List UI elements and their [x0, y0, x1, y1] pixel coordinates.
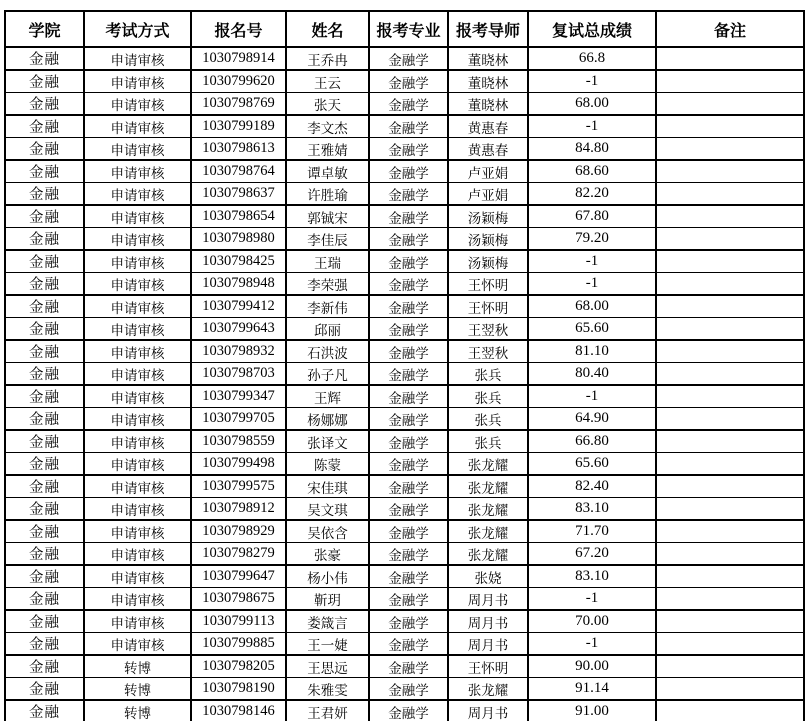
cell-retest-total-score: 66.8	[528, 47, 656, 70]
cell-retest-total-score: 82.40	[528, 475, 656, 498]
cell-registration-number: 1030798948	[191, 273, 286, 296]
cell-advisor: 董晓林	[448, 47, 528, 70]
cell-exam-method: 转博	[84, 655, 191, 678]
cell-advisor: 王翌秋	[448, 340, 528, 363]
cell-exam-method: 申请审核	[84, 273, 191, 296]
cell-major: 金融学	[369, 408, 448, 431]
cell-college: 金融	[5, 385, 84, 408]
cell-registration-number: 1030798637	[191, 183, 286, 206]
cell-name: 王一婕	[286, 633, 369, 656]
cell-advisor: 周月书	[448, 700, 528, 721]
cell-exam-method: 申请审核	[84, 115, 191, 138]
table-row	[5, 453, 804, 476]
table-row	[5, 543, 804, 566]
cell-advisor: 张龙耀	[448, 520, 528, 543]
cell-retest-total-score: 65.60	[528, 318, 656, 341]
cell-advisor: 王怀明	[448, 295, 528, 318]
cell-college: 金融	[5, 498, 84, 521]
cell-college: 金融	[5, 543, 84, 566]
cell-exam-method: 申请审核	[84, 47, 191, 70]
column-header-advisor: 报考导师	[448, 11, 528, 47]
cell-exam-method: 申请审核	[84, 228, 191, 251]
cell-advisor: 张兵	[448, 363, 528, 386]
cell-registration-number: 1030798613	[191, 138, 286, 161]
cell-name: 宋佳琪	[286, 475, 369, 498]
cell-exam-method: 申请审核	[84, 160, 191, 183]
cell-exam-method: 申请审核	[84, 363, 191, 386]
cell-advisor: 张龙耀	[448, 453, 528, 476]
cell-retest-total-score: 82.20	[528, 183, 656, 206]
cell-exam-method: 申请审核	[84, 250, 191, 273]
cell-exam-method: 申请审核	[84, 70, 191, 93]
cell-name: 吴依含	[286, 520, 369, 543]
cell-advisor: 黄惠春	[448, 115, 528, 138]
cell-retest-total-score: 91.00	[528, 700, 656, 721]
cell-name: 李新伟	[286, 295, 369, 318]
cell-exam-method: 申请审核	[84, 610, 191, 633]
cell-remarks	[656, 250, 804, 273]
cell-remarks	[656, 678, 804, 701]
cell-retest-total-score: 68.60	[528, 160, 656, 183]
cell-name: 张天	[286, 93, 369, 116]
table-row	[5, 250, 804, 273]
cell-remarks	[656, 453, 804, 476]
cell-college: 金融	[5, 228, 84, 251]
cell-major: 金融学	[369, 655, 448, 678]
cell-remarks	[656, 543, 804, 566]
cell-advisor: 张龙耀	[448, 498, 528, 521]
cell-retest-total-score: -1	[528, 633, 656, 656]
cell-exam-method: 申请审核	[84, 408, 191, 431]
cell-remarks	[656, 610, 804, 633]
cell-advisor: 张兵	[448, 408, 528, 431]
cell-advisor: 张兵	[448, 430, 528, 453]
cell-advisor: 汤颖梅	[448, 228, 528, 251]
cell-major: 金融学	[369, 678, 448, 701]
cell-college: 金融	[5, 700, 84, 721]
table-row	[5, 115, 804, 138]
cell-remarks	[656, 93, 804, 116]
cell-retest-total-score: 65.60	[528, 453, 656, 476]
cell-retest-total-score: 67.20	[528, 543, 656, 566]
cell-advisor: 周月书	[448, 610, 528, 633]
cell-remarks	[656, 340, 804, 363]
cell-retest-total-score: 83.10	[528, 565, 656, 588]
cell-major: 金融学	[369, 228, 448, 251]
table-row	[5, 678, 804, 701]
cell-remarks	[656, 498, 804, 521]
cell-major: 金融学	[369, 543, 448, 566]
cell-name: 靳玥	[286, 588, 369, 611]
cell-name: 郭铖宋	[286, 205, 369, 228]
cell-registration-number: 1030799620	[191, 70, 286, 93]
cell-major: 金融学	[369, 205, 448, 228]
cell-exam-method: 申请审核	[84, 430, 191, 453]
cell-college: 金融	[5, 475, 84, 498]
cell-exam-method: 申请审核	[84, 520, 191, 543]
cell-advisor: 张龙耀	[448, 678, 528, 701]
column-header-major: 报考专业	[369, 11, 448, 47]
table-row	[5, 655, 804, 678]
cell-exam-method: 申请审核	[84, 588, 191, 611]
cell-advisor: 汤颖梅	[448, 205, 528, 228]
cell-major: 金融学	[369, 475, 448, 498]
cell-exam-method: 申请审核	[84, 183, 191, 206]
table-row	[5, 160, 804, 183]
cell-registration-number: 1030799412	[191, 295, 286, 318]
cell-advisor: 王翌秋	[448, 318, 528, 341]
cell-retest-total-score: 81.10	[528, 340, 656, 363]
table-row	[5, 700, 804, 721]
cell-major: 金融学	[369, 70, 448, 93]
cell-remarks	[656, 70, 804, 93]
cell-remarks	[656, 565, 804, 588]
cell-advisor: 王怀明	[448, 655, 528, 678]
cell-exam-method: 申请审核	[84, 205, 191, 228]
cell-registration-number: 1030799643	[191, 318, 286, 341]
cell-major: 金融学	[369, 47, 448, 70]
cell-major: 金融学	[369, 93, 448, 116]
cell-exam-method: 申请审核	[84, 385, 191, 408]
cell-exam-method: 申请审核	[84, 543, 191, 566]
cell-major: 金融学	[369, 565, 448, 588]
cell-advisor: 董晓林	[448, 93, 528, 116]
cell-college: 金融	[5, 453, 84, 476]
table-row	[5, 70, 804, 93]
cell-college: 金融	[5, 633, 84, 656]
cell-advisor: 张娆	[448, 565, 528, 588]
column-header-exam-method: 考试方式	[84, 11, 191, 47]
cell-major: 金融学	[369, 318, 448, 341]
cell-exam-method: 申请审核	[84, 498, 191, 521]
cell-major: 金融学	[369, 295, 448, 318]
cell-retest-total-score: -1	[528, 273, 656, 296]
table-body	[5, 47, 804, 721]
cell-name: 杨小伟	[286, 565, 369, 588]
cell-retest-total-score: 84.80	[528, 138, 656, 161]
cell-major: 金融学	[369, 363, 448, 386]
cell-retest-total-score: -1	[528, 385, 656, 408]
cell-retest-total-score: 66.80	[528, 430, 656, 453]
cell-name: 李文杰	[286, 115, 369, 138]
table-row	[5, 520, 804, 543]
cell-retest-total-score: -1	[528, 115, 656, 138]
column-header-name: 姓名	[286, 11, 369, 47]
cell-registration-number: 1030798914	[191, 47, 286, 70]
cell-remarks	[656, 138, 804, 161]
cell-registration-number: 1030798703	[191, 363, 286, 386]
cell-registration-number: 1030799575	[191, 475, 286, 498]
table-row	[5, 295, 804, 318]
cell-registration-number: 1030798425	[191, 250, 286, 273]
cell-college: 金融	[5, 295, 84, 318]
cell-name: 张豪	[286, 543, 369, 566]
cell-major: 金融学	[369, 633, 448, 656]
cell-name: 邱丽	[286, 318, 369, 341]
cell-name: 吴文琪	[286, 498, 369, 521]
table-row	[5, 408, 804, 431]
cell-advisor: 卢亚娟	[448, 183, 528, 206]
cell-registration-number: 1030799885	[191, 633, 286, 656]
cell-college: 金融	[5, 363, 84, 386]
table-row	[5, 430, 804, 453]
cell-retest-total-score: -1	[528, 250, 656, 273]
cell-major: 金融学	[369, 138, 448, 161]
table-row	[5, 93, 804, 116]
cell-retest-total-score: -1	[528, 588, 656, 611]
cell-name: 王雅婧	[286, 138, 369, 161]
cell-advisor: 张龙耀	[448, 543, 528, 566]
cell-name: 王瑞	[286, 250, 369, 273]
cell-advisor: 卢亚娟	[448, 160, 528, 183]
cell-name: 孙子凡	[286, 363, 369, 386]
cell-registration-number: 1030798980	[191, 228, 286, 251]
cell-registration-number: 1030798675	[191, 588, 286, 611]
cell-remarks	[656, 655, 804, 678]
cell-retest-total-score: 79.20	[528, 228, 656, 251]
cell-exam-method: 申请审核	[84, 633, 191, 656]
cell-advisor: 王怀明	[448, 273, 528, 296]
cell-major: 金融学	[369, 588, 448, 611]
cell-registration-number: 1030799647	[191, 565, 286, 588]
cell-college: 金融	[5, 588, 84, 611]
cell-college: 金融	[5, 610, 84, 633]
cell-remarks	[656, 633, 804, 656]
cell-college: 金融	[5, 250, 84, 273]
cell-name: 王乔冉	[286, 47, 369, 70]
table-row	[5, 475, 804, 498]
cell-major: 金融学	[369, 385, 448, 408]
cell-college: 金融	[5, 678, 84, 701]
cell-remarks	[656, 408, 804, 431]
cell-name: 石洪波	[286, 340, 369, 363]
table-row	[5, 138, 804, 161]
cell-registration-number: 1030798912	[191, 498, 286, 521]
cell-college: 金融	[5, 565, 84, 588]
cell-registration-number: 1030798205	[191, 655, 286, 678]
cell-remarks	[656, 520, 804, 543]
table-row	[5, 565, 804, 588]
table-row	[5, 183, 804, 206]
cell-retest-total-score: 91.14	[528, 678, 656, 701]
table-row	[5, 318, 804, 341]
cell-major: 金融学	[369, 498, 448, 521]
cell-college: 金融	[5, 408, 84, 431]
cell-name: 李佳辰	[286, 228, 369, 251]
cell-major: 金融学	[369, 250, 448, 273]
table-row	[5, 273, 804, 296]
cell-college: 金融	[5, 138, 84, 161]
cell-advisor: 黄惠春	[448, 138, 528, 161]
admission-results-table	[4, 10, 805, 721]
cell-exam-method: 申请审核	[84, 93, 191, 116]
cell-exam-method: 申请审核	[84, 138, 191, 161]
cell-remarks	[656, 700, 804, 721]
cell-major: 金融学	[369, 340, 448, 363]
table-row	[5, 633, 804, 656]
table-row	[5, 47, 804, 70]
cell-registration-number: 1030799113	[191, 610, 286, 633]
cell-exam-method: 申请审核	[84, 295, 191, 318]
cell-name: 谭卓敏	[286, 160, 369, 183]
cell-exam-method: 转博	[84, 678, 191, 701]
cell-advisor: 汤颖梅	[448, 250, 528, 273]
cell-remarks	[656, 430, 804, 453]
cell-registration-number: 1030798764	[191, 160, 286, 183]
cell-registration-number: 1030798769	[191, 93, 286, 116]
column-header-remarks: 备注	[656, 11, 804, 47]
cell-exam-method: 申请审核	[84, 318, 191, 341]
cell-retest-total-score: 90.00	[528, 655, 656, 678]
cell-name: 王辉	[286, 385, 369, 408]
cell-major: 金融学	[369, 430, 448, 453]
cell-registration-number: 1030798654	[191, 205, 286, 228]
cell-exam-method: 申请审核	[84, 453, 191, 476]
cell-name: 张译文	[286, 430, 369, 453]
column-header-registration-number: 报名号	[191, 11, 286, 47]
cell-registration-number: 1030799705	[191, 408, 286, 431]
cell-name: 王云	[286, 70, 369, 93]
cell-registration-number: 1030798929	[191, 520, 286, 543]
cell-college: 金融	[5, 70, 84, 93]
cell-retest-total-score: -1	[528, 70, 656, 93]
cell-exam-method: 申请审核	[84, 475, 191, 498]
cell-advisor: 周月书	[448, 588, 528, 611]
cell-college: 金融	[5, 655, 84, 678]
cell-registration-number: 1030798279	[191, 543, 286, 566]
cell-remarks	[656, 385, 804, 408]
cell-major: 金融学	[369, 273, 448, 296]
cell-remarks	[656, 160, 804, 183]
table-row	[5, 340, 804, 363]
cell-remarks	[656, 228, 804, 251]
cell-remarks	[656, 183, 804, 206]
cell-college: 金融	[5, 47, 84, 70]
cell-registration-number: 1030798559	[191, 430, 286, 453]
cell-name: 王思远	[286, 655, 369, 678]
cell-retest-total-score: 80.40	[528, 363, 656, 386]
cell-college: 金融	[5, 160, 84, 183]
cell-remarks	[656, 475, 804, 498]
cell-name: 杨娜娜	[286, 408, 369, 431]
cell-advisor: 董晓林	[448, 70, 528, 93]
cell-college: 金融	[5, 520, 84, 543]
cell-college: 金融	[5, 273, 84, 296]
cell-exam-method: 转博	[84, 700, 191, 721]
cell-retest-total-score: 67.80	[528, 205, 656, 228]
column-header-retest-total-score: 复试总成绩	[528, 11, 656, 47]
header-row	[5, 11, 804, 47]
table-row	[5, 610, 804, 633]
cell-remarks	[656, 205, 804, 228]
cell-retest-total-score: 68.00	[528, 93, 656, 116]
cell-major: 金融学	[369, 183, 448, 206]
cell-major: 金融学	[369, 610, 448, 633]
cell-college: 金融	[5, 115, 84, 138]
cell-name: 朱雅雯	[286, 678, 369, 701]
cell-major: 金融学	[369, 520, 448, 543]
cell-major: 金融学	[369, 160, 448, 183]
cell-registration-number: 1030798932	[191, 340, 286, 363]
cell-exam-method: 申请审核	[84, 565, 191, 588]
cell-registration-number: 1030799498	[191, 453, 286, 476]
cell-registration-number: 1030799347	[191, 385, 286, 408]
cell-name: 陈蒙	[286, 453, 369, 476]
cell-exam-method: 申请审核	[84, 340, 191, 363]
cell-name: 许胜瑜	[286, 183, 369, 206]
cell-registration-number: 1030798146	[191, 700, 286, 721]
cell-registration-number: 1030798190	[191, 678, 286, 701]
cell-major: 金融学	[369, 115, 448, 138]
cell-remarks	[656, 273, 804, 296]
table-row	[5, 588, 804, 611]
cell-name: 娄箴言	[286, 610, 369, 633]
cell-registration-number: 1030799189	[191, 115, 286, 138]
cell-retest-total-score: 64.90	[528, 408, 656, 431]
cell-remarks	[656, 47, 804, 70]
cell-college: 金融	[5, 205, 84, 228]
table-row	[5, 385, 804, 408]
cell-remarks	[656, 295, 804, 318]
cell-retest-total-score: 83.10	[528, 498, 656, 521]
cell-advisor: 张龙耀	[448, 475, 528, 498]
table-row	[5, 498, 804, 521]
cell-name: 王君妍	[286, 700, 369, 721]
cell-advisor: 张兵	[448, 385, 528, 408]
table-row	[5, 228, 804, 251]
cell-advisor: 周月书	[448, 633, 528, 656]
cell-retest-total-score: 70.00	[528, 610, 656, 633]
cell-remarks	[656, 115, 804, 138]
cell-college: 金融	[5, 340, 84, 363]
cell-remarks	[656, 318, 804, 341]
cell-college: 金融	[5, 430, 84, 453]
table-row	[5, 363, 804, 386]
cell-college: 金融	[5, 183, 84, 206]
cell-remarks	[656, 363, 804, 386]
cell-college: 金融	[5, 318, 84, 341]
cell-major: 金融学	[369, 453, 448, 476]
cell-retest-total-score: 71.70	[528, 520, 656, 543]
cell-major: 金融学	[369, 700, 448, 721]
cell-name: 李荣强	[286, 273, 369, 296]
cell-remarks	[656, 588, 804, 611]
cell-college: 金融	[5, 93, 84, 116]
cell-retest-total-score: 68.00	[528, 295, 656, 318]
table-row	[5, 205, 804, 228]
column-header-college: 学院	[5, 11, 84, 47]
